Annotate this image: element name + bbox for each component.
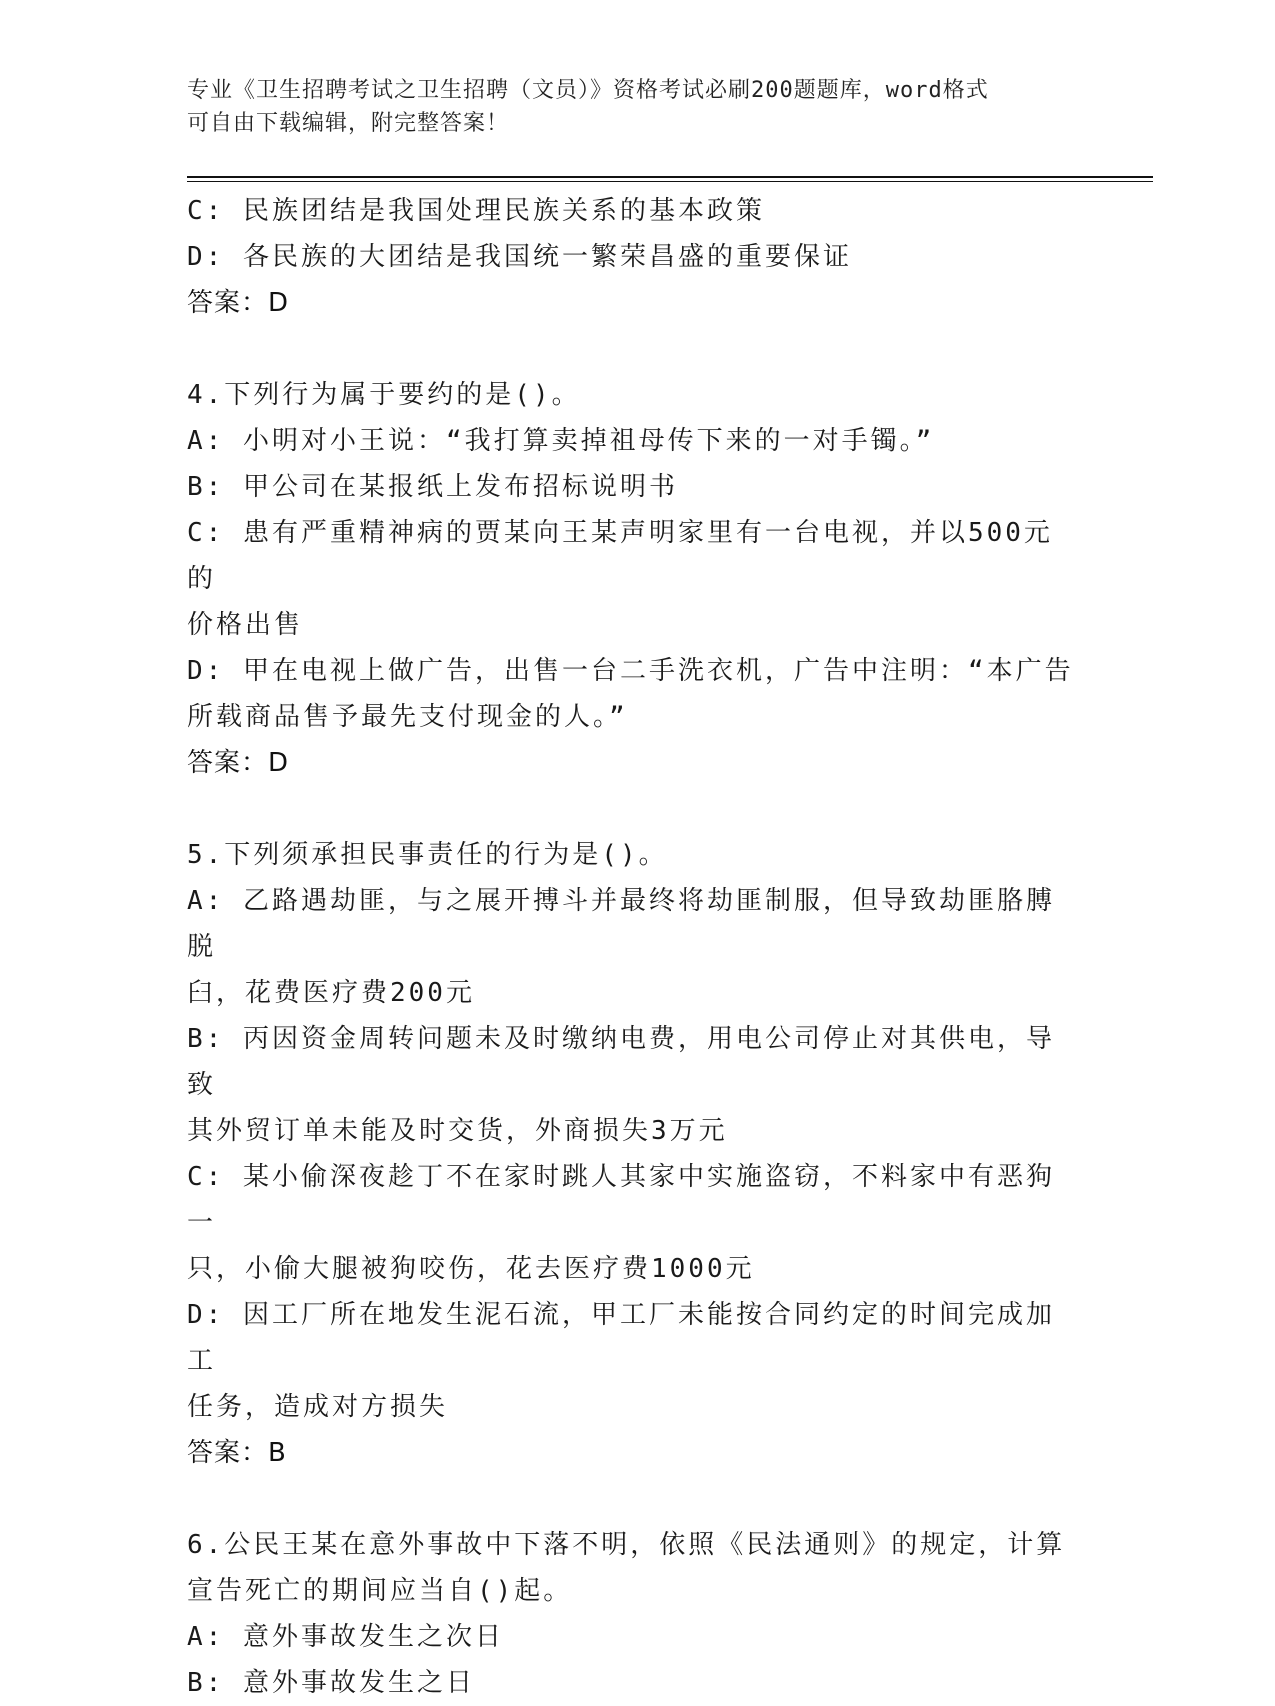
q4-option-c-line-1: C: 患有严重精神病的贾某向王某声明家里有一台电视，并以500元的 [187, 518, 1053, 594]
q5-option-c-line-2: 只，小偷大腿被狗咬伤，花去医疗费1000元 [187, 1254, 755, 1284]
q6-option-a: A: 意外事故发生之次日 [187, 1622, 504, 1652]
q4-answer: 答案：D [187, 748, 290, 778]
header-title-line-2: 可自由下载编辑，附完整答案！ [187, 111, 510, 136]
spacer [187, 1476, 1077, 1522]
q5-option-a-line-2: 臼，花费医疗费200元 [187, 978, 475, 1008]
q3-option-d: D: 各民族的大团结是我国统一繁荣昌盛的重要保证 [187, 242, 852, 272]
q5-stem: 5.下列须承担民事责任的行为是()。 [187, 840, 668, 870]
spacer [187, 326, 1077, 372]
q5-answer: 答案：B [187, 1438, 287, 1468]
spacer [187, 786, 1077, 832]
header-divider-thin [187, 181, 1153, 182]
q3-option-c: C: 民族团结是我国处理民族关系的基本政策 [187, 196, 765, 226]
header-divider-thick [187, 176, 1153, 178]
question-5 [187, 832, 1077, 1476]
q3-answer: 答案：D [187, 288, 290, 318]
q5-option-b-line-1: B: 丙因资金周转问题未及时缴纳电费，用电公司停止对其供电，导致 [187, 1024, 1055, 1100]
header-title-line-1: 专业《卫生招聘考试之卫生招聘（文员）》资格考试必刷200题题库，word格式 [187, 78, 989, 103]
q5-option-c-line-1: C: 某小偷深夜趁丁不在家时跳人其家中实施盗窃，不料家中有恶狗一 [187, 1162, 1055, 1238]
question-6 [187, 1522, 1077, 1706]
page-header [187, 74, 1067, 140]
q5-option-a-line-1: A: 乙路遇劫匪，与之展开搏斗并最终将劫匪制服，但导致劫匪胳膊脱 [187, 886, 1055, 962]
q4-option-b: B: 甲公司在某报纸上发布招标说明书 [187, 472, 678, 502]
question-4 [187, 372, 1077, 786]
question-3 [187, 188, 1077, 326]
q4-option-d-line-2: 所载商品售予最先支付现金的人。” [187, 702, 628, 732]
q6-stem-line-2: 宣告死亡的期间应当自()起。 [187, 1576, 573, 1606]
q4-option-a: A: 小明对小王说：“我打算卖掉祖母传下来的一对手镯。” [187, 426, 935, 456]
q6-option-b: B: 意外事故发生之日 [187, 1668, 475, 1698]
q5-option-d-line-1: D: 因工厂所在地发生泥石流，甲工厂未能按合同约定的时间完成加工 [187, 1300, 1055, 1376]
q5-option-d-line-2: 任务，造成对方损失 [187, 1392, 449, 1422]
q4-option-d-line-1: D: 甲在电视上做广告，出售一台二手洗衣机，广告中注明：“本广告 [187, 656, 1074, 686]
q5-option-b-line-2: 其外贸订单未能及时交货，外商损失3万元 [187, 1116, 728, 1146]
question-list [187, 188, 1077, 1706]
q6-stem-line-1: 6.公民王某在意外事故中下落不明，依照《民法通则》的规定，计算 [187, 1530, 1066, 1560]
q4-option-c-line-2: 价格出售 [187, 610, 304, 640]
q4-stem: 4.下列行为属于要约的是()。 [187, 380, 581, 410]
